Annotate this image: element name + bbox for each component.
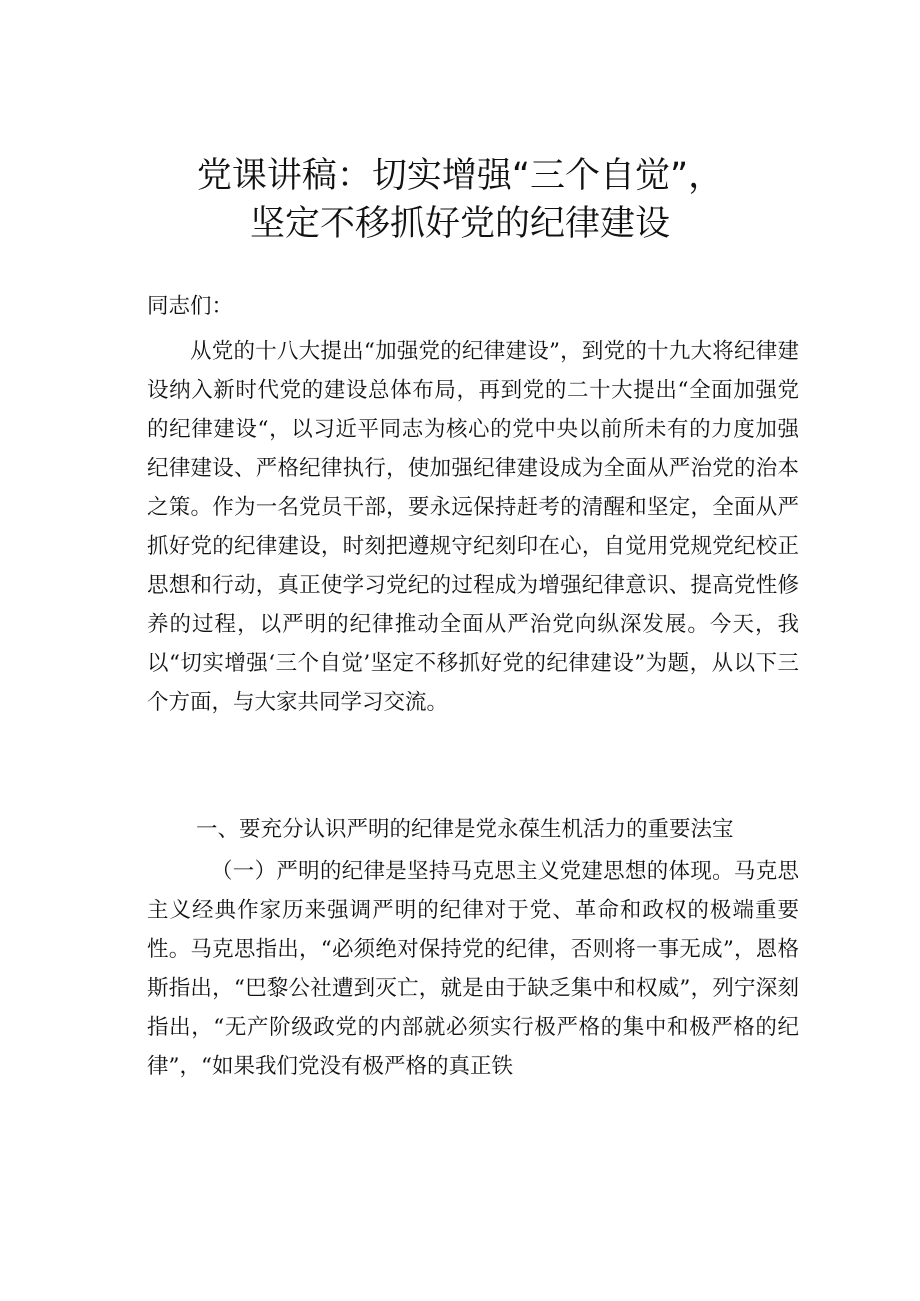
intro-paragraph: 从党的十八大提出“加强党的纪律建设”，到党的十九大将纪律建设纳入新时代党的建设总体布局，再到党的二十大提出“全面加强党的纪律建设“，以习近平同志为核心的党中央以前所未有的力度加强纪律建设、严格纪律执行，使加强纪律建设成为全面从严治党的治本之策。作为一名党员干部，要永远保持赶考的清醒和坚定，全面从严抓好党的纪律建设，时刻把遵规守纪刻印在心，自觉用党规党纪校正思想和行动，真正使学习党纪的过程成为增强纪律意识、提高党性修养的过程，以严明的纪律推动全面从严治党向纵深发展。今天，我以“切实增强‘三个自觉’坚定不移抓好党的纪律建设”为题，从以下三个方面，与大家共同学习交流。 [147, 339, 799, 715]
greeting: 同志们： [147, 294, 234, 319]
title-line-2: 坚定不移抓好党的纪律建设 [249, 204, 670, 244]
section-heading-1: 一、要充分认识严明的纪律是党永葆生机活力的重要法宝 [196, 817, 734, 842]
section-1-paragraph-1: （一）严明的纪律是坚持马克思主义党建思想的体现。马克思主义经典作家历来强调严明的纪律对于党、革命和政权的极端重要性。马克思指出，“必须绝对保持党的纪律，否则将一事无成”，恩格斯指出，“巴黎公社遭到灭亡，就是由于缺乏集中和权威”，列宁深刻指出，“无产阶级政党的内部就必须实行极严格的集中和极严格的纪律”，“如果我们党没有极严格的真正铁 [147, 859, 799, 1079]
title-line-1: 党课讲稿：切实增强“三个自觉”， [196, 156, 724, 196]
document-title [0, 152, 920, 248]
